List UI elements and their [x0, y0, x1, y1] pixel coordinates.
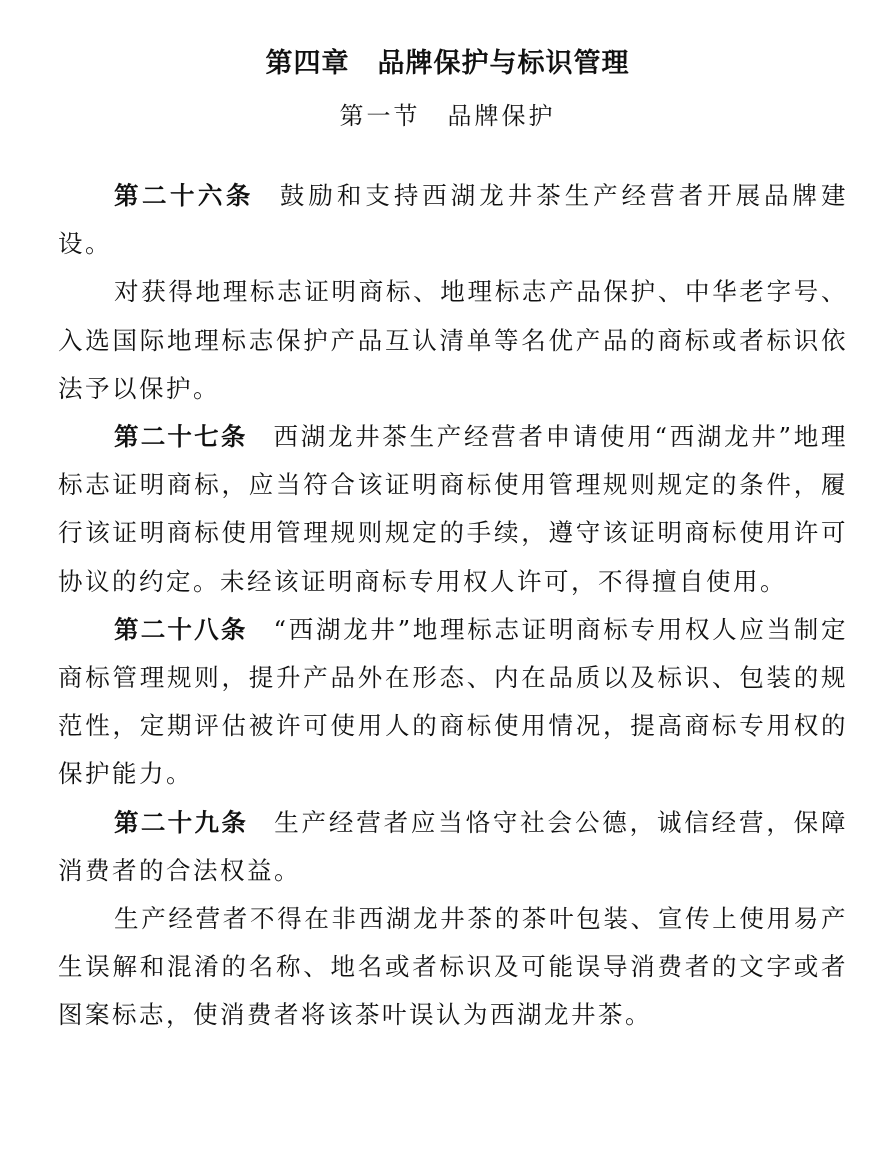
document-body — [58, 172, 848, 1040]
article-title: 第二十八条 — [114, 614, 248, 644]
article-28 — [58, 606, 848, 799]
article-26 — [58, 172, 848, 413]
section-title: 第一节 品牌保护 — [339, 102, 556, 130]
article-title: 第二十七条 — [114, 422, 248, 452]
article-text: “西湖龙井”地理标志证明商标专用权人应当制定商标管理规则，提升产品外在形态、内在品质以及标识、包装的规范性，定期评估被许可使用人的商标使用情况，提高商标专用权的保护能力。 — [58, 614, 848, 789]
article-27 — [58, 413, 848, 606]
article-paragraph: 生产经营者不得在非西湖龙井茶的茶叶包装、宣传上使用易产生误解和混淆的名称、地名或者标识及可能误导消费者的文字或者图案标志，使消费者将该茶叶误认为西湖龙井茶。 — [58, 904, 848, 1030]
chapter-title: 第四章 品牌保护与标识管理 — [265, 48, 630, 79]
article-text: 西湖龙井茶生产经营者申请使用“西湖龙井”地理标志证明商标，应当符合该证明商标使用管理规则规定的条件，履行该证明商标使用管理规则规定的手续，遵守该证明商标使用许可协议的约定。未经该证明商标专用权人许可，不得擅自使用。 — [58, 422, 848, 596]
article-title: 第二十九条 — [114, 807, 249, 837]
article-paragraph: 对获得地理标志证明商标、地理标志产品保护、中华老字号、入选国际地理标志保护产品互认清单等名优产品的商标或者标识依法予以保护。 — [58, 277, 848, 403]
article-title: 第二十六条 — [114, 181, 254, 210]
article-paragraph — [58, 606, 848, 799]
article-paragraph — [58, 413, 848, 606]
article-text: 生产经营者应当恪守社会公德，诚信经营，保障消费者的合法权益。 — [58, 807, 849, 885]
article-paragraph — [58, 172, 848, 268]
article-text: 鼓励和支持西湖龙井茶生产经营者开展品牌建设。 — [58, 181, 849, 259]
article-29 — [58, 799, 848, 1040]
article-paragraph — [58, 799, 848, 895]
